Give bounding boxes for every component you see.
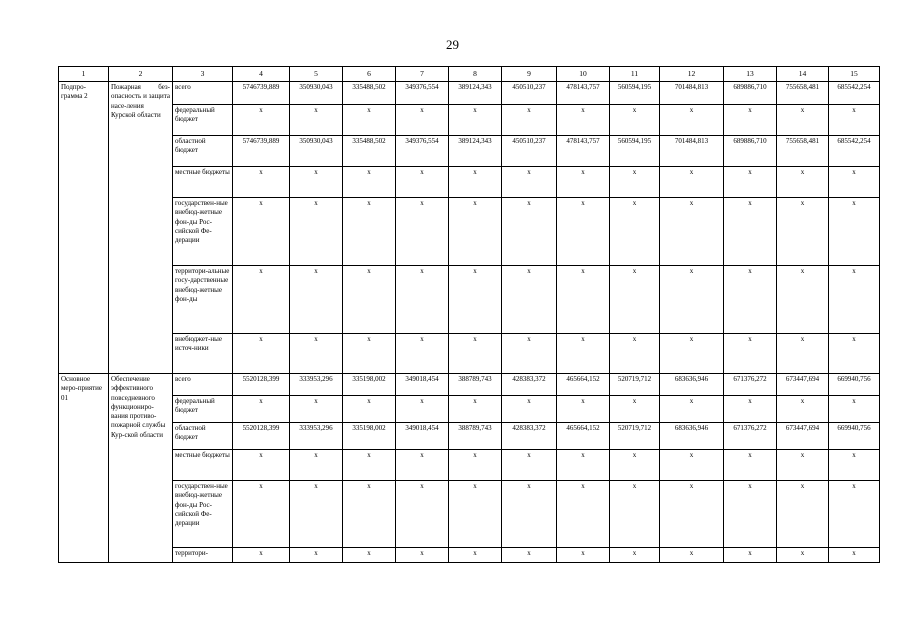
value-cell: x [233,396,290,423]
header-cell: 2 [109,67,173,82]
value-cell: x [449,266,502,334]
table-row [59,423,880,450]
value-cell: x [233,450,290,481]
value-cell: 335488,502 [343,136,396,167]
value-cell: x [777,266,829,334]
value-cell: x [502,450,557,481]
value-cell: x [557,266,610,334]
value-cell: 465664,152 [557,423,610,450]
value-cell: 671376,272 [724,423,777,450]
value-cell: x [396,198,449,266]
value-cell: 478143,757 [557,82,610,105]
value-cell: x [290,167,343,198]
value-cell: x [660,105,724,136]
value-cell: 669940,756 [829,374,880,396]
value-cell: x [449,334,502,374]
value-cell: x [290,481,343,548]
value-cell: x [610,396,660,423]
value-cell: 685542,254 [829,82,880,105]
value-cell: x [449,396,502,423]
value-cell: 349376,554 [396,82,449,105]
value-cell: x [343,396,396,423]
value-cell: 701484,813 [660,136,724,167]
value-cell: x [396,105,449,136]
funding-source-label: областной бюджет [173,136,233,167]
value-cell: x [449,198,502,266]
header-cell: 10 [557,67,610,82]
value-cell: x [290,105,343,136]
table-row [59,374,880,396]
value-cell: 335198,002 [343,423,396,450]
value-cell: 5746739,889 [233,136,290,167]
value-cell: 560594,195 [610,82,660,105]
value-cell: x [449,105,502,136]
value-cell: x [829,266,880,334]
value-cell: x [610,548,660,563]
funding-source-label: всего [173,82,233,105]
value-cell: x [233,548,290,563]
value-cell: x [502,198,557,266]
page-number: 29 [446,37,459,52]
value-cell: 520719,712 [610,423,660,450]
value-cell: 520719,712 [610,374,660,396]
value-cell: 5746739,889 [233,82,290,105]
value-cell: 673447,694 [777,374,829,396]
value-cell: 701484,813 [660,82,724,105]
value-cell: x [396,167,449,198]
value-cell: x [724,198,777,266]
value-cell: x [829,548,880,563]
value-cell: x [343,481,396,548]
value-cell: 335488,502 [343,82,396,105]
value-cell: 428383,372 [502,374,557,396]
value-cell: x [290,396,343,423]
value-cell: x [502,266,557,334]
value-cell: 669940,756 [829,423,880,450]
value-cell: x [449,167,502,198]
value-cell: x [557,396,610,423]
funding-source-label: внебюджет-ные источ-ники [173,334,233,374]
value-cell: x [724,105,777,136]
value-cell: x [660,481,724,548]
value-cell: x [343,548,396,563]
value-cell: x [777,334,829,374]
value-cell: x [777,198,829,266]
value-cell: x [610,167,660,198]
value-cell: x [724,396,777,423]
value-cell: 683636,946 [660,374,724,396]
value-cell: x [610,334,660,374]
value-cell: x [660,266,724,334]
header-row [59,67,880,82]
value-cell: x [396,334,449,374]
value-cell: x [343,450,396,481]
value-cell: 465664,152 [557,374,610,396]
value-cell: x [502,396,557,423]
value-cell: 689886,710 [724,82,777,105]
table-row [59,481,880,548]
value-cell: 350930,043 [290,82,343,105]
value-cell: x [724,548,777,563]
value-cell: 450510,237 [502,136,557,167]
value-cell: x [777,105,829,136]
value-cell: x [233,167,290,198]
value-cell: x [502,548,557,563]
value-cell: 335198,002 [343,374,396,396]
budget-table-body [59,67,880,563]
value-cell: x [233,481,290,548]
funding-source-label: местные бюджеты [173,167,233,198]
value-cell: 673447,694 [777,423,829,450]
program-name: Пожарная без-опасность и защита насе-ления Курской области [109,82,173,374]
value-cell: x [610,450,660,481]
value-cell: x [343,167,396,198]
header-cell: 4 [233,67,290,82]
table-row [59,266,880,334]
funding-source-label: областной бюджет [173,423,233,450]
value-cell: x [233,266,290,334]
value-cell: x [610,198,660,266]
value-cell: x [396,266,449,334]
value-cell: x [610,481,660,548]
value-cell: 450510,237 [502,82,557,105]
value-cell: x [829,167,880,198]
value-cell: x [343,266,396,334]
header-cell: 14 [777,67,829,82]
activity-code: Основное меро-приятие 01 [59,374,109,563]
value-cell: 685542,254 [829,136,880,167]
value-cell: x [290,334,343,374]
value-cell: x [829,198,880,266]
value-cell: 388789,743 [449,374,502,396]
value-cell: x [396,450,449,481]
header-cell: 1 [59,67,109,82]
value-cell: x [777,396,829,423]
value-cell: x [660,548,724,563]
value-cell: x [396,396,449,423]
value-cell: x [449,450,502,481]
value-cell: x [233,334,290,374]
value-cell: x [343,334,396,374]
value-cell: x [660,198,724,266]
value-cell: x [724,481,777,548]
value-cell: x [502,334,557,374]
value-cell: x [502,481,557,548]
value-cell: x [502,167,557,198]
value-cell: x [290,266,343,334]
value-cell: x [557,481,610,548]
funding-source-label: территори- [173,548,233,563]
value-cell: x [777,167,829,198]
header-cell: 5 [290,67,343,82]
value-cell: x [777,548,829,563]
value-cell: 683636,946 [660,423,724,450]
value-cell: x [449,481,502,548]
value-cell: x [660,334,724,374]
value-cell: x [557,334,610,374]
funding-source-label: территори-альные госу-дарственные внебюд-жетные фон-ды [173,266,233,334]
value-cell: x [777,481,829,548]
value-cell: x [290,450,343,481]
value-cell: x [829,334,880,374]
table-row [59,548,880,563]
funding-source-label: государствен-ные внебюд-жетные фон-ды Рос-сийской Фе-дерации [173,481,233,548]
table-row [59,136,880,167]
header-cell: 9 [502,67,557,82]
value-cell: 333953,296 [290,374,343,396]
table-row [59,396,880,423]
value-cell: x [660,450,724,481]
value-cell: x [777,450,829,481]
header-cell: 13 [724,67,777,82]
value-cell: 689886,710 [724,136,777,167]
header-cell: 15 [829,67,880,82]
value-cell: 5520128,399 [233,423,290,450]
value-cell: x [829,481,880,548]
program-code: Подпро-грамма 2 [59,82,109,374]
value-cell: x [557,167,610,198]
value-cell: x [290,548,343,563]
value-cell: 349018,454 [396,423,449,450]
header-cell: 3 [173,67,233,82]
value-cell: 478143,757 [557,136,610,167]
value-cell: x [343,198,396,266]
value-cell: x [557,450,610,481]
header-cell: 12 [660,67,724,82]
value-cell: x [502,105,557,136]
value-cell: x [290,198,343,266]
value-cell: x [396,481,449,548]
value-cell: x [724,450,777,481]
funding-source-label: государствен-ные внебюд-жетные фон-ды Рос-сийской Фе-дерации [173,198,233,266]
table-row [59,105,880,136]
value-cell: x [233,198,290,266]
value-cell: x [660,167,724,198]
value-cell: x [829,105,880,136]
value-cell: 389124,343 [449,136,502,167]
table-row [59,334,880,374]
value-cell: x [660,396,724,423]
value-cell: x [557,198,610,266]
table-row [59,82,880,105]
header-cell: 11 [610,67,660,82]
value-cell: x [829,450,880,481]
value-cell: x [557,105,610,136]
table-row [59,167,880,198]
value-cell: x [724,334,777,374]
header-cell: 6 [343,67,396,82]
table-row [59,198,880,266]
funding-source-label: всего [173,374,233,396]
value-cell: 333953,296 [290,423,343,450]
value-cell: x [449,548,502,563]
value-cell: x [557,548,610,563]
value-cell: 755658,481 [777,136,829,167]
value-cell: 428383,372 [502,423,557,450]
funding-source-label: местные бюджеты [173,450,233,481]
header-cell: 8 [449,67,502,82]
value-cell: x [343,105,396,136]
funding-source-label: федеральный бюджет [173,105,233,136]
value-cell: x [829,396,880,423]
header-cell: 7 [396,67,449,82]
value-cell: x [724,167,777,198]
value-cell: 389124,343 [449,82,502,105]
value-cell: 350930,043 [290,136,343,167]
value-cell: 5520128,399 [233,374,290,396]
value-cell: x [610,105,660,136]
value-cell: x [396,548,449,563]
activity-name: Обеспечение эффективного повседневного функциониро-вания противо-пожарной службы Кур-ской области [109,374,173,563]
value-cell: 560594,195 [610,136,660,167]
value-cell: 755658,481 [777,82,829,105]
value-cell: 671376,272 [724,374,777,396]
funding-source-label: федеральный бюджет [173,396,233,423]
value-cell: x [233,105,290,136]
value-cell: x [724,266,777,334]
value-cell: 349376,554 [396,136,449,167]
table-row [59,450,880,481]
budget-table [58,66,880,563]
value-cell: 388789,743 [449,423,502,450]
value-cell: x [610,266,660,334]
value-cell: 349018,454 [396,374,449,396]
